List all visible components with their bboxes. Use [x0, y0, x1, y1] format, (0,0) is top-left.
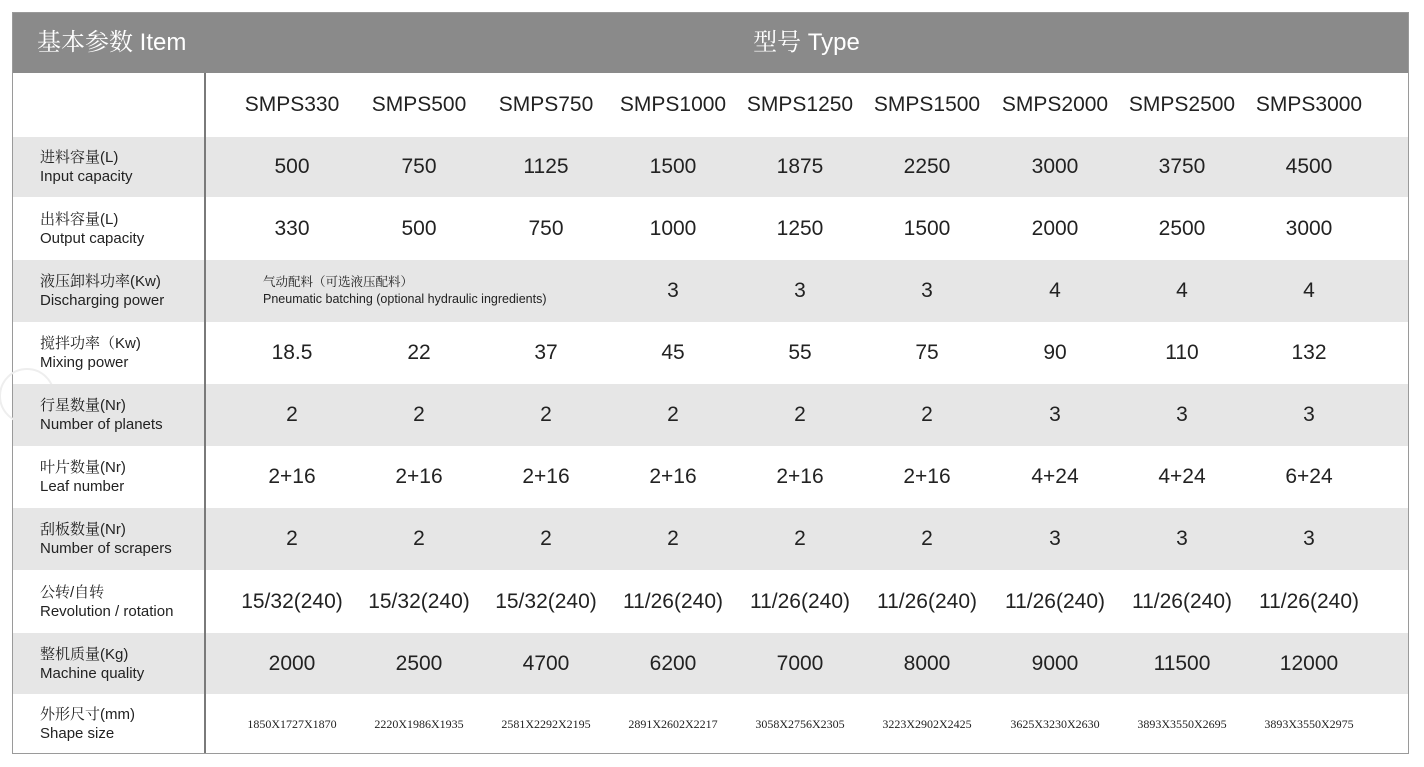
table-cell: 3893X3550X2695: [1137, 716, 1227, 731]
model-name: SMPS750: [498, 93, 594, 116]
table-row: [13, 260, 1408, 322]
table-cell: 330: [274, 216, 310, 240]
table-cell: 500: [274, 155, 310, 178]
item-header: 基本参数 Item: [37, 29, 187, 56]
row-label: [40, 458, 126, 496]
table-cell: 2: [286, 527, 298, 550]
row-label-en: Output capacity: [40, 229, 145, 247]
table-cell: 2: [667, 403, 679, 426]
table-cell: 45: [661, 341, 685, 364]
table-cell: 500: [401, 216, 437, 240]
model-name: SMPS1000: [619, 93, 727, 116]
row-label-en: Mixing power: [40, 354, 129, 371]
table-cell: 3: [1303, 403, 1315, 426]
model-name: SMPS1250: [746, 93, 854, 116]
merged-note: [263, 274, 547, 308]
table-row: [13, 446, 1408, 508]
table-row: [13, 322, 1408, 384]
table-cell: 2000: [1031, 216, 1079, 240]
table-cell: 110: [1165, 341, 1199, 364]
table-cell: 3000: [1285, 216, 1333, 240]
row-label: [40, 396, 163, 434]
table-cell: 2: [921, 403, 933, 426]
table-cell: 2+16: [649, 465, 697, 488]
table-cell: 2: [413, 403, 425, 426]
row-label-zh: 整机质量(Kg): [40, 645, 129, 663]
table-row: [13, 137, 1408, 197]
table-cell: 11500: [1153, 651, 1211, 675]
table-cell: 3: [1176, 527, 1188, 550]
table-cell: 1875: [776, 155, 824, 178]
table-cell: 12000: [1279, 651, 1339, 675]
table-cell: 22: [407, 341, 431, 364]
table-cell: 2: [286, 403, 298, 426]
table-cell: 2: [794, 527, 806, 550]
table-cell: 2250: [903, 155, 951, 178]
model-row: [13, 73, 1408, 137]
table-cell: 132: [1291, 341, 1327, 364]
row-label-en: Leaf number: [40, 478, 125, 495]
table-cell: 3: [921, 279, 933, 302]
table-row: [13, 633, 1408, 694]
table-cell: 6+24: [1285, 465, 1333, 488]
column-divider: [204, 73, 206, 753]
table-cell: 3: [1049, 527, 1061, 550]
row-label: [40, 148, 133, 186]
table-cell: 2220X1986X1935: [374, 716, 464, 731]
table-cell: 1125: [523, 155, 569, 178]
table-cell: 2500: [1158, 216, 1206, 240]
table-cell: 750: [528, 216, 564, 240]
table-cell: 37: [534, 341, 558, 364]
row-label-zh: 出料容量(L): [40, 210, 119, 228]
table-cell: 3223X2902X2425: [882, 716, 972, 731]
table-cell: 2+16: [776, 465, 824, 488]
table-cell: 75: [915, 341, 939, 364]
model-name: SMPS3000: [1255, 93, 1363, 116]
row-label: [40, 272, 164, 310]
table-cell: 2: [794, 403, 806, 426]
table-cell: 11/26(240): [749, 589, 851, 613]
spec-table: [12, 12, 1409, 754]
model-name: SMPS2000: [1001, 93, 1109, 116]
table-cell: 3: [1049, 403, 1061, 426]
row-label-en: Input capacity: [40, 168, 133, 185]
table-cell: 2+16: [522, 465, 570, 488]
type-header: 型号 Type: [753, 29, 860, 56]
table-cell: 2: [921, 527, 933, 550]
table-cell: 1500: [903, 216, 951, 240]
table-cell: 2: [667, 527, 679, 550]
row-label: [40, 334, 141, 372]
table-cell: 6200: [649, 651, 697, 675]
row-label-en: Machine quality: [40, 664, 145, 682]
row-label: [40, 583, 173, 621]
table-cell: 3: [794, 279, 806, 302]
table-row: [13, 508, 1408, 570]
model-name: SMPS1500: [873, 93, 981, 116]
table-cell: 11/26(240): [622, 589, 724, 613]
table-cell: 4: [1049, 279, 1061, 302]
table-cell: 2+16: [268, 465, 316, 488]
table-row: [13, 694, 1408, 754]
table-cell: 55: [788, 341, 812, 364]
table-cell: 11/26(240): [1004, 589, 1106, 613]
table-cell: 3: [667, 279, 679, 302]
table-cell: 1250: [776, 216, 824, 240]
table-cell: 18.5: [271, 341, 313, 364]
table-header: [13, 13, 1408, 73]
row-label-zh: 外形尺寸(mm): [40, 706, 135, 723]
row-label: [40, 645, 144, 683]
table-row: [13, 570, 1408, 633]
table-cell: 750: [401, 155, 437, 178]
table-cell: 2500: [395, 651, 443, 675]
model-name: SMPS330: [244, 93, 340, 116]
table-cell: 9000: [1031, 651, 1079, 675]
table-row: [13, 197, 1408, 260]
table-cell: 1850X1727X1870: [247, 716, 337, 731]
row-label-zh: 行星数量(Nr): [40, 397, 126, 414]
row-label-zh: 刮板数量(Nr): [40, 521, 126, 538]
table-cell: 15/32(240): [495, 589, 597, 613]
table-cell: 3: [1303, 527, 1315, 550]
row-label-en: Number of planets: [40, 416, 163, 433]
table-row: [13, 384, 1408, 446]
table-cell: 3000: [1031, 155, 1079, 178]
table-cell: 4+24: [1158, 465, 1206, 488]
table-cell: 11/26(240): [876, 589, 978, 613]
table-cell: 2581X2292X2195: [501, 716, 591, 731]
table-cell: 11/26(240): [1258, 589, 1360, 613]
table-cell: 3058X2756X2305: [755, 716, 845, 731]
row-label: [40, 520, 172, 558]
row-label-zh: 叶片数量(Nr): [40, 459, 126, 476]
table-cell: 11/26(240): [1131, 589, 1233, 613]
table-cell: 1500: [649, 155, 697, 178]
row-label: [40, 210, 144, 248]
table-cell: 15/32(240): [241, 589, 343, 613]
row-label-zh: 搅拌功率（Kw): [40, 335, 141, 352]
table-cell: 2+16: [395, 465, 443, 488]
model-name: SMPS2500: [1128, 93, 1236, 116]
table-cell: 2: [540, 403, 552, 426]
table-cell: 3893X3550X2975: [1264, 716, 1354, 731]
merged-note-en: Pneumatic batching (optional hydraulic ingredients): [263, 292, 547, 306]
model-name: SMPS500: [371, 93, 467, 116]
table-cell: 4: [1176, 279, 1188, 302]
merged-note-zh: 气动配料（可选液压配料）: [263, 275, 414, 289]
row-label-en: Discharging power: [40, 292, 165, 309]
table-cell: 2+16: [903, 465, 951, 488]
table-cell: 2891X2602X2217: [628, 716, 718, 731]
table-cell: 4+24: [1031, 465, 1079, 488]
table-cell: 2: [413, 527, 425, 550]
row-label-en: Number of scrapers: [40, 540, 172, 557]
row-label-en: Shape size: [40, 725, 115, 742]
table-cell: 90: [1043, 341, 1067, 364]
row-label: [40, 705, 135, 743]
table-cell: 4: [1303, 279, 1315, 302]
table-cell: 2: [540, 527, 552, 550]
row-label-zh: 公转/自转: [40, 583, 105, 601]
table-cell: 3: [1176, 403, 1188, 426]
table-cell: 3750: [1158, 155, 1206, 178]
table-cell: 3625X3230X2630: [1010, 716, 1100, 731]
table-cell: 1000: [649, 216, 697, 240]
row-label-zh: 液压卸料功率(Kw): [40, 273, 161, 290]
row-label-zh: 进料容量(L): [40, 149, 119, 166]
table-cell: 7000: [776, 651, 824, 675]
table-cell: 2000: [268, 651, 316, 675]
table-cell: 4700: [522, 651, 570, 675]
table-cell: 8000: [903, 651, 951, 675]
table-cell: 15/32(240): [368, 589, 470, 613]
table-cell: 4500: [1285, 155, 1333, 178]
row-label-en: Revolution / rotation: [40, 602, 174, 620]
